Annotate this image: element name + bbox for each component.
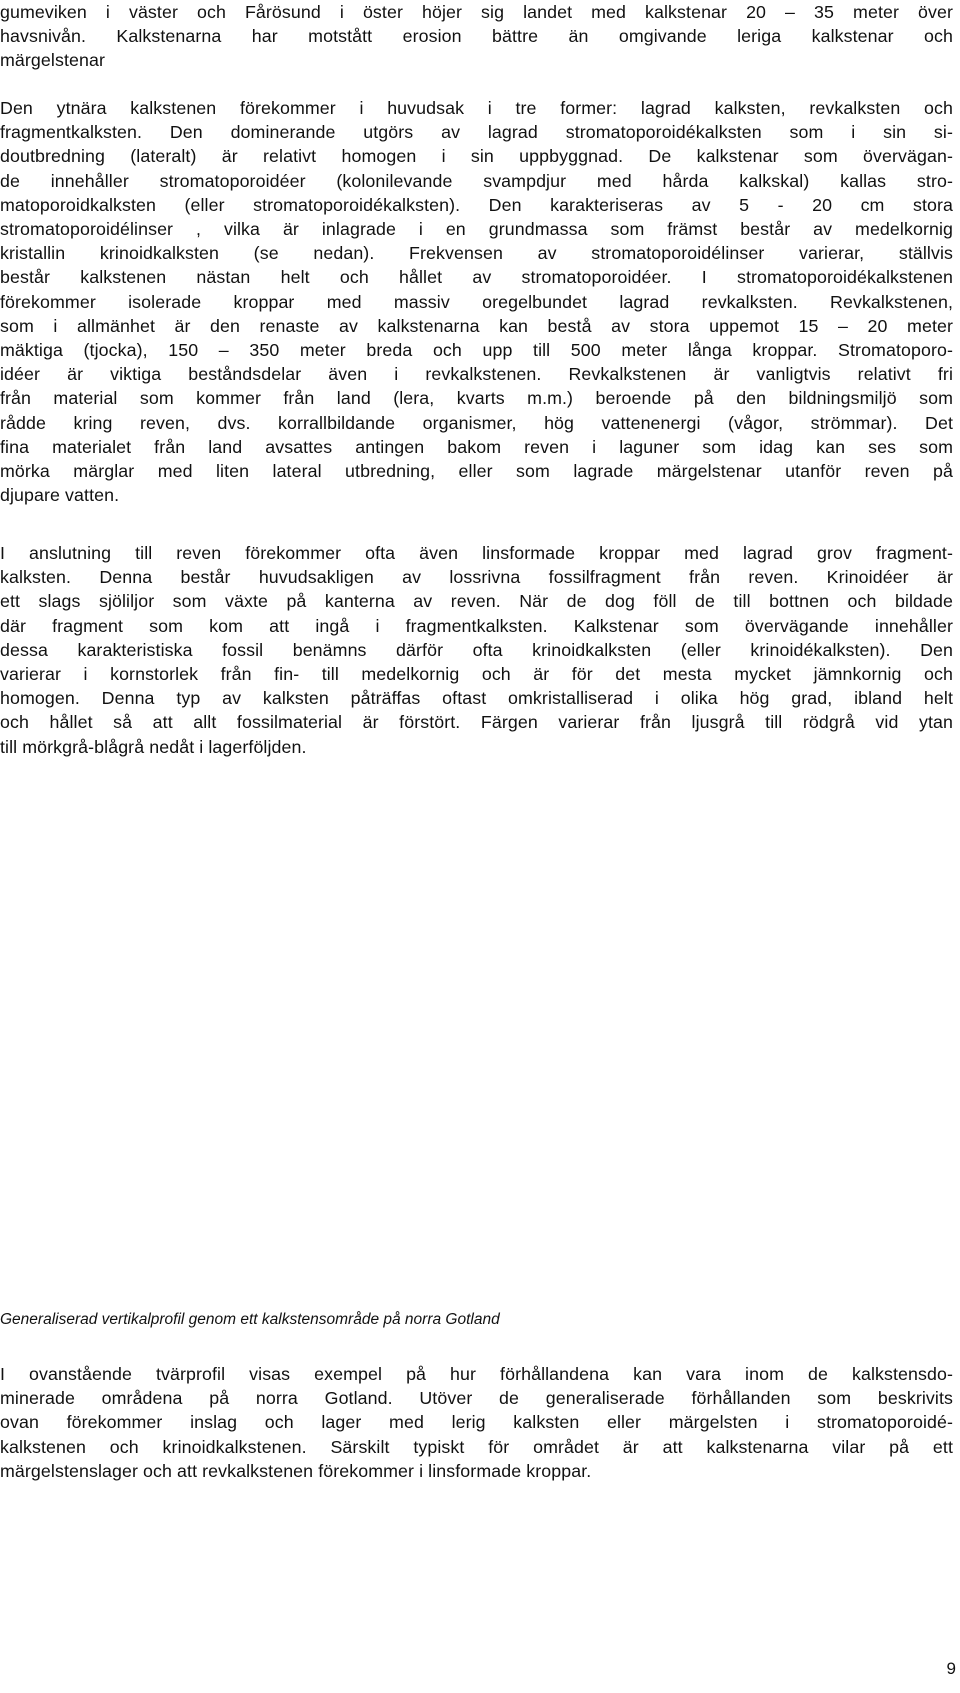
text-line: dessa karakteristiska fossil benämns därför ofta krinoidkalksten (eller krinoidékalksten). Den (0, 639, 953, 660)
text-line: de innehåller stromatoporoidéer (kolonilevande svampdjur med hårda kalkskal) kallas stro- (0, 170, 953, 191)
text-line: rådde kring reven, dvs. korrallbildande organismer, hög vattenenergi (vågor, strömmar). Det (0, 412, 953, 433)
text-line: kalkstenen och krinoidkalkstenen. Särskilt typiskt för området är att kalkstenarna vilar på ett (0, 1436, 953, 1457)
paragraph-fragment-limestone (0, 541, 953, 759)
text-line: Den ytnära kalkstenen förekommer i huvudsak i tre former: lagrad kalksten, revkalksten och (0, 98, 953, 118)
text-line: I anslutning till reven förekommer ofta även linsformade kroppar med lagrad grov fragment- (0, 543, 953, 563)
text-line: I ovanstående tvärprofil visas exempel på hur förhållandena kan vara inom de kalkstensdo- (0, 1364, 953, 1384)
text-line: förekommer isolerade kroppar med massiv oregelbundet lagrad revkalksten. Revkalkstenen, (0, 291, 953, 312)
text-line: idéer är viktiga beståndsdelar även i revkalkstenen. Revkalkstenen är vanligtvis relativt fri (0, 364, 953, 385)
text-line: homogen. Denna typ av kalksten påträffas oftast omkristalliserad i olika hög grad, ibland helt (0, 688, 953, 709)
text-line: fragmentkalksten. Den dominerande utgörs av lagrad stromatoporoidékalksten som i sin si- (0, 122, 953, 143)
text-line: som i allmänhet är den renaste av kalkstenarna kan bestå av stora uppemot 15 – 20 meter (0, 315, 953, 336)
text-line: doutbredning (lateralt) är relativt homogen i sin uppbyggnad. De kalkstenar som övervägan- (0, 146, 953, 167)
text-line: består kalkstenen nästan helt och hållet av stromatoporoidéer. I stromatoporoidékalkstenen (0, 267, 953, 288)
paragraph-limestone-forms (0, 96, 953, 507)
text-line: stromatoporoidélinser , vilka är inlagrade i en grundmassa som främst består av medelkornig (0, 219, 953, 240)
text-line: mäktiga (tjocka), 150 – 350 meter breda och upp till 500 meter långa kroppar. Stromatoporo- (0, 340, 953, 361)
text-line: och hållet så att allt fossilmaterial är förstört. Färgen varierar från ljusgrå till rödgrå vid ytan (0, 712, 953, 733)
text-line: ett slags sjöliljor som växte på kanterna av reven. När de dog föll de till bottnen och bildade (0, 591, 953, 612)
text-line: minerade områdena på norra Gotland. Utöver de generaliserade förhållanden som beskrivits (0, 1388, 953, 1409)
page-number: 9 (946, 1659, 956, 1678)
text-line: kalksten. Denna består huvudsakligen av lossrivna fossilfragment från reven. Krinoidéer är (0, 567, 953, 588)
text-line: varierar i kornstorlek från fin- till medelkornig och är för det mesta mycket jämnkornig och (0, 664, 953, 685)
text-line: kristallin krinoidkalksten (se nedan). Frekvensen av stromatoporoidélinser varierar, ställvis (0, 243, 953, 264)
text-line: havsnivån. Kalkstenarna har motstått erosion bättre än omgivande leriga kalkstenar och (0, 26, 953, 47)
text-line: märgelstenslager och att revkalkstenen förekommer i linsformade kroppar. (0, 1460, 592, 1481)
text-line: djupare vatten. (0, 485, 120, 506)
paragraph-profile-description (0, 1362, 953, 1483)
text-line: där fragment som kom att ingå i fragmentkalksten. Kalkstenar som övervägande innehåller (0, 615, 953, 636)
text-line: fina materialet från land avsattes antingen bakom reven i laguner som idag kan ses som (0, 436, 953, 457)
paragraph-intro (0, 0, 953, 73)
text-line: ovan förekommer inslag och lager med lerig kalksten eller märgelsten i stromatoporoidé- (0, 1412, 953, 1433)
text-line: märgelstenar (0, 50, 105, 71)
text-line: gumeviken i väster och Fårösund i öster höjer sig landet med kalkstenar 20 – 35 meter över (0, 2, 953, 22)
text-line: matoporoidkalksten (eller stromatoporoidékalksten). Den karakteriseras av 5 - 20 cm stora (0, 194, 953, 215)
text-line: mörka märglar med liten lateral utbredning, eller som lagrade märgelstenar utanför reven på (0, 461, 953, 482)
figure-caption: Generaliserad vertikalprofil genom ett kalkstensområde på norra Gotland (0, 1311, 500, 1328)
text-line: till mörkgrå-blågrå nedåt i lagerföljden. (0, 736, 307, 757)
text-line: från material som kommer från land (lera, kvarts m.m.) beroende på den bildningsmiljö som (0, 388, 953, 409)
